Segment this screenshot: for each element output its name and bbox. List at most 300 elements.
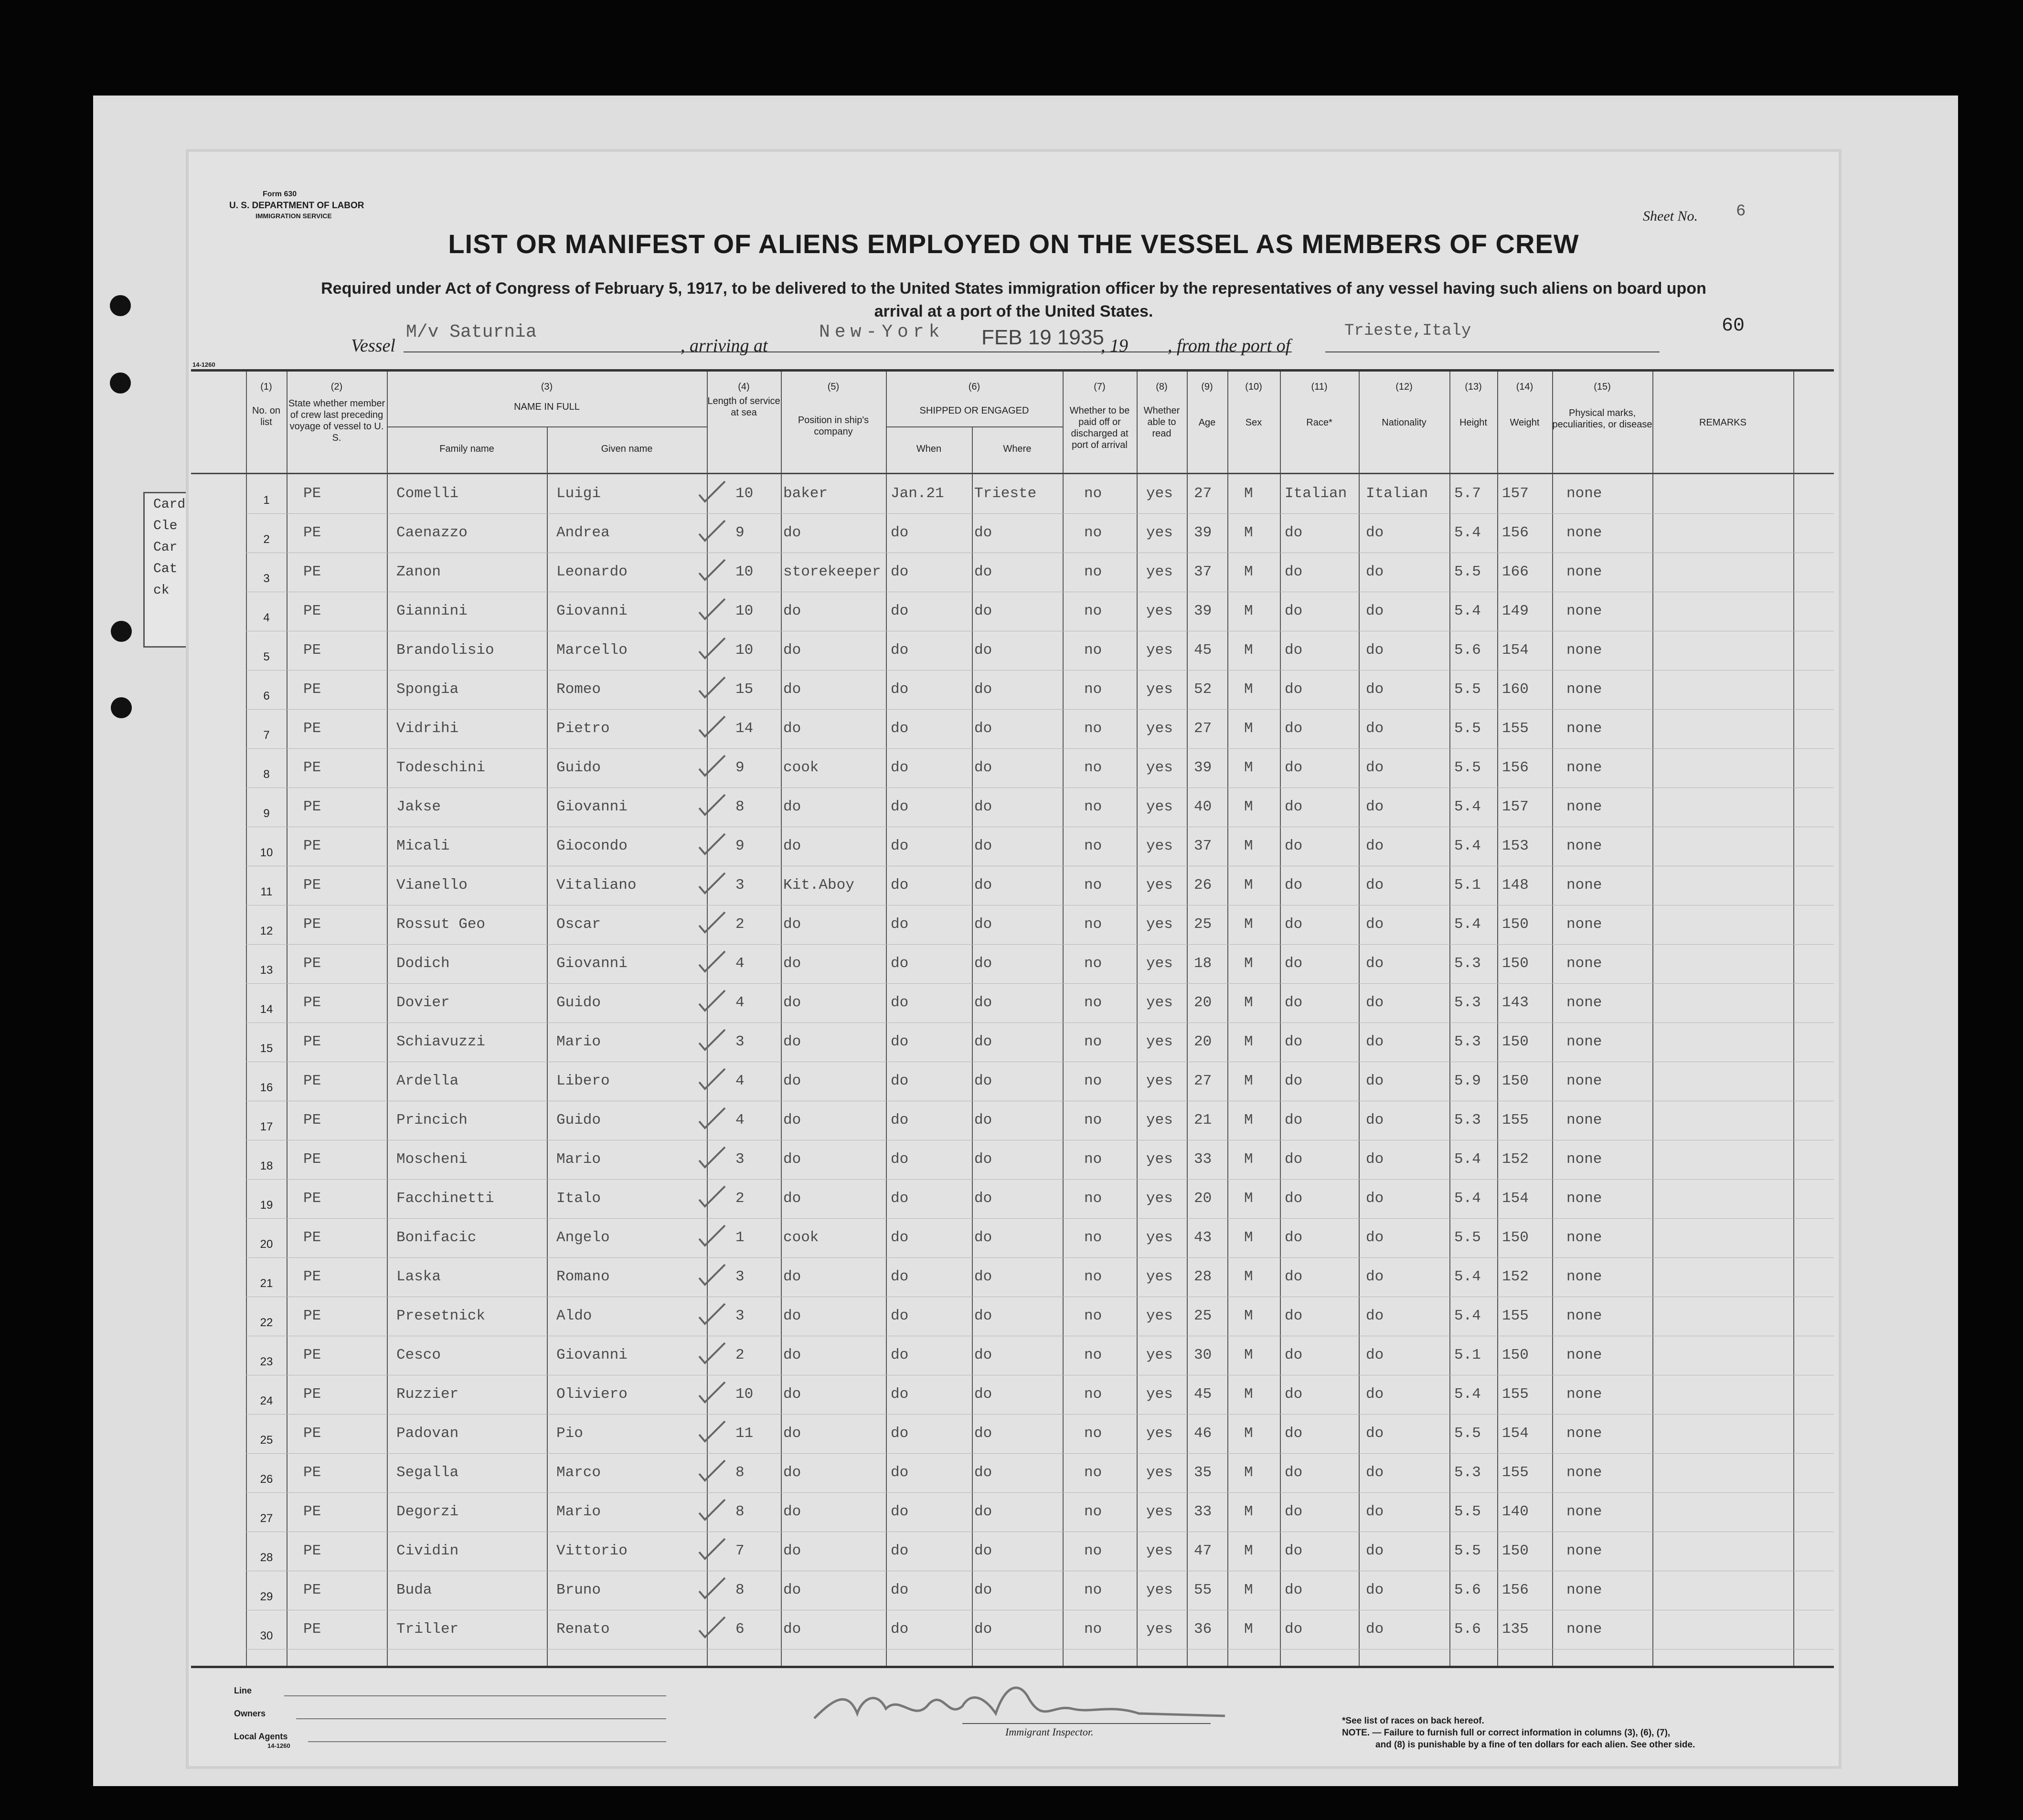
able-to-read-cell: yes: [1146, 759, 1173, 776]
physical-marks-cell: none: [1566, 798, 1602, 815]
height-cell: 5.3: [1454, 1112, 1481, 1128]
age-cell: 35: [1194, 1464, 1212, 1481]
col-num-10: (10): [1245, 382, 1262, 392]
age-cell: 37: [1194, 564, 1212, 580]
physical-marks-cell: none: [1566, 1308, 1602, 1324]
row-number: 30: [260, 1629, 273, 1642]
row-number: 22: [260, 1316, 273, 1329]
shipped-where-cell: do: [974, 681, 992, 698]
position-cell: do: [783, 1386, 801, 1403]
service-length-cell: 10: [735, 1386, 754, 1403]
penalty-note: NOTE. — Failure to furnish full or correct information in columns (3), (6), (7),: [1342, 1728, 1671, 1738]
manifest-count: 60: [1722, 315, 1745, 337]
shipped-when-cell: do: [891, 1386, 909, 1403]
service-length-cell: 8: [735, 798, 745, 815]
weight-cell: 160: [1502, 681, 1529, 698]
able-to-read-cell: yes: [1146, 838, 1173, 854]
able-to-read-cell: yes: [1146, 485, 1173, 502]
sex-cell: M: [1244, 720, 1253, 737]
table-row: [191, 516, 1834, 553]
table-row: [191, 633, 1834, 671]
state-cell: PE: [303, 1308, 321, 1324]
check-mark: [697, 1576, 726, 1600]
col-header-position: Position in ship's company: [798, 415, 869, 437]
sex-cell: M: [1244, 1386, 1253, 1403]
physical-marks-cell: none: [1566, 1268, 1602, 1285]
state-cell: PE: [303, 916, 321, 933]
nationality-cell: do: [1366, 642, 1384, 659]
shipped-when-cell: do: [891, 1503, 909, 1520]
service-length-cell: 4: [735, 994, 745, 1011]
table-row: [191, 751, 1834, 788]
col-header-nationality: Nationality: [1382, 417, 1427, 428]
sex-cell: M: [1244, 1151, 1253, 1168]
age-cell: 36: [1194, 1621, 1212, 1638]
col-header-race: Race*: [1306, 417, 1332, 428]
age-cell: 45: [1194, 642, 1212, 659]
family-name-cell: Comelli: [396, 485, 459, 502]
position-cell: do: [783, 642, 801, 659]
race-cell: do: [1285, 1073, 1303, 1089]
binder-hole: [110, 295, 131, 316]
col-num-8: (8): [1156, 382, 1168, 392]
binder-hole: [110, 373, 131, 394]
table-row: [191, 829, 1834, 866]
shipped-where-cell: do: [974, 1308, 992, 1324]
col-num-5: (5): [827, 382, 840, 392]
row-number: 20: [260, 1238, 273, 1251]
shipped-when-cell: do: [891, 1308, 909, 1324]
check-mark: [697, 714, 726, 738]
height-cell: 5.5: [1454, 759, 1481, 776]
given-name-cell: Libero: [556, 1073, 610, 1089]
physical-marks-cell: none: [1566, 1543, 1602, 1559]
sex-cell: M: [1244, 681, 1253, 698]
nationality-cell: do: [1366, 955, 1384, 972]
position-cell: do: [783, 1464, 801, 1481]
row-number: 23: [260, 1355, 273, 1368]
age-cell: 37: [1194, 838, 1212, 854]
shipped-where-cell: do: [974, 720, 992, 737]
sex-cell: M: [1244, 1229, 1253, 1246]
shipped-where-cell: do: [974, 1347, 992, 1363]
arriving-port: New-York: [819, 322, 945, 342]
age-cell: 20: [1194, 994, 1212, 1011]
age-cell: 21: [1194, 1112, 1212, 1128]
nationality-cell: do: [1366, 1229, 1384, 1246]
nationality-cell: do: [1366, 1151, 1384, 1168]
shipped-where-cell: do: [974, 955, 992, 972]
nationality-cell: do: [1366, 1347, 1384, 1363]
family-name-cell: Princich: [396, 1112, 468, 1128]
row-number: 4: [263, 611, 270, 624]
shipped-when-cell: do: [891, 1621, 909, 1638]
row-number: 14: [260, 1003, 273, 1016]
sex-cell: M: [1244, 1425, 1253, 1442]
paid-off-cell: no: [1084, 681, 1102, 698]
nationality-cell: do: [1366, 564, 1384, 580]
service-length-cell: 11: [735, 1425, 754, 1442]
given-name-cell: Vitaliano: [556, 877, 637, 894]
weight-cell: 155: [1502, 720, 1529, 737]
weight-cell: 135: [1502, 1621, 1529, 1638]
row-number: 24: [260, 1394, 273, 1407]
age-cell: 20: [1194, 1033, 1212, 1050]
given-name-cell: Pio: [556, 1425, 583, 1442]
shipped-when-cell: do: [891, 1073, 909, 1089]
race-cell: do: [1285, 1033, 1303, 1050]
family-name-cell: Micali: [396, 838, 450, 854]
family-name-cell: Padovan: [396, 1425, 459, 1442]
state-cell: PE: [303, 1582, 321, 1598]
family-name-cell: Dovier: [396, 994, 450, 1011]
check-mark: [697, 479, 726, 503]
race-cell: do: [1285, 1621, 1303, 1638]
family-name-cell: Giannini: [396, 603, 468, 619]
age-cell: 27: [1194, 720, 1212, 737]
given-name-cell: Italo: [556, 1190, 601, 1207]
stub-line: Cat: [153, 562, 178, 576]
position-cell: do: [783, 1190, 801, 1207]
stub-line: Car: [153, 540, 178, 555]
sex-cell: M: [1244, 564, 1253, 580]
given-name-cell: Pietro: [556, 720, 610, 737]
service-length-cell: 3: [735, 1308, 745, 1324]
family-name-cell: Vianello: [396, 877, 468, 894]
paid-off-cell: no: [1084, 1503, 1102, 1520]
nationality-cell: do: [1366, 1503, 1384, 1520]
race-cell: do: [1285, 1112, 1303, 1128]
col-header-given-name: Given name: [601, 444, 653, 454]
paid-off-cell: no: [1084, 1190, 1102, 1207]
paid-off-cell: no: [1084, 1425, 1102, 1442]
family-name-cell: Bonifacic: [396, 1229, 477, 1246]
given-name-cell: Oliviero: [556, 1386, 628, 1403]
age-cell: 45: [1194, 1386, 1212, 1403]
weight-cell: 140: [1502, 1503, 1529, 1520]
family-name-cell: Moscheni: [396, 1151, 468, 1168]
shipped-when-cell: do: [891, 1464, 909, 1481]
able-to-read-cell: yes: [1146, 1347, 1173, 1363]
state-cell: PE: [303, 485, 321, 502]
able-to-read-cell: yes: [1146, 603, 1173, 619]
from-port: Trieste,Italy: [1344, 322, 1471, 340]
state-cell: PE: [303, 1425, 321, 1442]
service-length-cell: 1: [735, 1229, 745, 1246]
weight-cell: 150: [1502, 955, 1529, 972]
shipped-when-cell: do: [891, 1112, 909, 1128]
shipped-where-cell: do: [974, 524, 992, 541]
physical-marks-cell: none: [1566, 564, 1602, 580]
table-row: [191, 1377, 1834, 1415]
weight-cell: 156: [1502, 759, 1529, 776]
row-number: 3: [263, 572, 270, 585]
weight-cell: 153: [1502, 838, 1529, 854]
shipped-where-cell: do: [974, 1621, 992, 1638]
age-cell: 39: [1194, 603, 1212, 619]
position-cell: do: [783, 1582, 801, 1598]
row-number: 1: [263, 494, 270, 507]
col-num-14: (14): [1516, 382, 1533, 392]
given-name-cell: Leonardo: [556, 564, 628, 580]
shipped-when-cell: do: [891, 564, 909, 580]
given-name-cell: Luigi: [556, 485, 601, 502]
race-cell: do: [1285, 1582, 1303, 1598]
owners-label: Owners: [234, 1709, 266, 1718]
binder-hole: [111, 621, 132, 642]
shipped-where-cell: do: [974, 994, 992, 1011]
state-cell: PE: [303, 1229, 321, 1246]
row-number: 17: [260, 1120, 273, 1133]
check-mark: [697, 1419, 726, 1443]
state-cell: PE: [303, 877, 321, 894]
position-cell: do: [783, 838, 801, 854]
able-to-read-cell: yes: [1146, 1033, 1173, 1050]
shipped-where-cell: do: [974, 642, 992, 659]
row-number: 25: [260, 1434, 273, 1447]
able-to-read-cell: yes: [1146, 916, 1173, 933]
able-to-read-cell: yes: [1146, 1151, 1173, 1168]
sex-cell: M: [1244, 1347, 1253, 1363]
paid-off-cell: no: [1084, 916, 1102, 933]
shipped-when-cell: do: [891, 1151, 909, 1168]
col-header-sex: Sex: [1245, 417, 1262, 428]
state-cell: PE: [303, 1621, 321, 1638]
able-to-read-cell: yes: [1146, 1621, 1173, 1638]
col-num-3: (3): [541, 382, 553, 392]
physical-marks-cell: none: [1566, 1386, 1602, 1403]
col-header-family-name: Family name: [439, 444, 494, 454]
sex-cell: M: [1244, 485, 1253, 502]
physical-marks-cell: none: [1566, 916, 1602, 933]
given-name-cell: Marco: [556, 1464, 601, 1481]
service-length-cell: 2: [735, 1190, 745, 1207]
shipped-where-cell: Trieste: [974, 485, 1037, 502]
paid-off-cell: no: [1084, 838, 1102, 854]
physical-marks-cell: none: [1566, 877, 1602, 894]
physical-marks-cell: none: [1566, 1464, 1602, 1481]
table-row: [191, 1181, 1834, 1219]
col-header-no-on-list: No. on list: [252, 405, 280, 427]
physical-marks-cell: none: [1566, 603, 1602, 619]
age-cell: 30: [1194, 1347, 1212, 1363]
given-name-cell: Andrea: [556, 524, 610, 541]
table-row: [191, 1025, 1834, 1062]
row-number: 8: [263, 768, 270, 781]
check-mark: [697, 1615, 726, 1639]
physical-marks-cell: none: [1566, 1503, 1602, 1520]
weight-cell: 155: [1502, 1386, 1529, 1403]
age-cell: 28: [1194, 1268, 1212, 1285]
height-cell: 5.1: [1454, 1347, 1481, 1363]
given-name-cell: Angelo: [556, 1229, 610, 1246]
check-mark: [697, 1263, 726, 1287]
age-cell: 18: [1194, 955, 1212, 972]
race-cell: do: [1285, 1503, 1303, 1520]
shipped-when-cell: do: [891, 1229, 909, 1246]
col-header-state: State whether member of crew last preceding voyage of vessel to U. S.: [288, 398, 385, 443]
race-cell: Italian: [1285, 485, 1347, 502]
check-mark: [697, 910, 726, 934]
age-cell: 33: [1194, 1151, 1212, 1168]
height-cell: 5.5: [1454, 1503, 1481, 1520]
state-cell: PE: [303, 1190, 321, 1207]
race-cell: do: [1285, 564, 1303, 580]
given-name-cell: Mario: [556, 1503, 601, 1520]
shipped-when-cell: Jan.21: [891, 485, 944, 502]
height-cell: 5.6: [1454, 1582, 1481, 1598]
race-cell: do: [1285, 877, 1303, 894]
position-cell: do: [783, 1621, 801, 1638]
paid-off-cell: no: [1084, 1464, 1102, 1481]
family-name-cell: Caenazzo: [396, 524, 468, 541]
shipped-when-cell: do: [891, 916, 909, 933]
row-number: 10: [260, 846, 273, 859]
race-cell: do: [1285, 1543, 1303, 1559]
family-name-cell: Cividin: [396, 1543, 459, 1559]
age-cell: 39: [1194, 759, 1212, 776]
weight-cell: 150: [1502, 1033, 1529, 1050]
check-mark: [697, 1145, 726, 1169]
nationality-cell: do: [1366, 1308, 1384, 1324]
shipped-where-cell: do: [974, 603, 992, 619]
from-port-underline: [1325, 351, 1660, 352]
physical-marks-cell: none: [1566, 524, 1602, 541]
shipped-where-cell: do: [974, 877, 992, 894]
state-cell: PE: [303, 759, 321, 776]
row-number: 21: [260, 1277, 273, 1290]
crew-table: [191, 369, 1834, 1668]
family-name-cell: Vidrihi: [396, 720, 459, 737]
race-cell: do: [1285, 1151, 1303, 1168]
table-row: [191, 712, 1834, 749]
weight-cell: 154: [1502, 1425, 1529, 1442]
paid-off-cell: no: [1084, 877, 1102, 894]
shipped-where-cell: do: [974, 1543, 992, 1559]
age-cell: 55: [1194, 1582, 1212, 1598]
col-header-where: Where: [1003, 444, 1032, 454]
state-cell: PE: [303, 564, 321, 580]
weight-cell: 149: [1502, 603, 1529, 619]
height-cell: 5.4: [1454, 1386, 1481, 1403]
physical-marks-cell: none: [1566, 838, 1602, 854]
state-cell: PE: [303, 994, 321, 1011]
state-cell: PE: [303, 720, 321, 737]
race-cell: do: [1285, 798, 1303, 815]
sex-cell: M: [1244, 1073, 1253, 1089]
weight-cell: 166: [1502, 564, 1529, 580]
table-row: [191, 594, 1834, 631]
age-cell: 20: [1194, 1190, 1212, 1207]
shipped-where-cell: do: [974, 1033, 992, 1050]
paid-off-cell: no: [1084, 1347, 1102, 1363]
race-cell: do: [1285, 838, 1303, 854]
row-number: 2: [263, 533, 270, 546]
paid-off-cell: no: [1084, 524, 1102, 541]
given-name-cell: Giovanni: [556, 955, 628, 972]
physical-marks-cell: none: [1566, 1621, 1602, 1638]
paid-off-cell: no: [1084, 955, 1102, 972]
nationality-cell: do: [1366, 1464, 1384, 1481]
row-number: 9: [263, 807, 270, 820]
weight-cell: 156: [1502, 524, 1529, 541]
row-number: 13: [260, 964, 273, 977]
shipped-where-cell: do: [974, 1229, 992, 1246]
sex-cell: M: [1244, 1582, 1253, 1598]
height-cell: 5.7: [1454, 485, 1481, 502]
table-row: [191, 986, 1834, 1023]
table-row: [191, 868, 1834, 905]
able-to-read-cell: yes: [1146, 1503, 1173, 1520]
row-number: 7: [263, 729, 270, 742]
given-name-cell: Marcello: [556, 642, 628, 659]
weight-cell: 152: [1502, 1268, 1529, 1285]
col-header-length-of-service: Length of service at sea: [707, 396, 780, 418]
weight-cell: 150: [1502, 1543, 1529, 1559]
service-length-cell: 4: [735, 1073, 745, 1089]
paid-off-cell: no: [1084, 1582, 1102, 1598]
check-mark: [697, 989, 726, 1012]
col-header-able-to-read: Whether able to read: [1143, 405, 1180, 439]
nationality-cell: Italian: [1366, 485, 1428, 502]
family-name-cell: Facchinetti: [396, 1190, 494, 1207]
paid-off-cell: no: [1084, 1268, 1102, 1285]
nationality-cell: do: [1366, 1112, 1384, 1128]
height-cell: 5.9: [1454, 1073, 1481, 1089]
age-cell: 47: [1194, 1543, 1212, 1559]
weight-cell: 150: [1502, 1229, 1529, 1246]
age-cell: 52: [1194, 681, 1212, 698]
shipped-where-cell: do: [974, 1425, 992, 1442]
position-cell: do: [783, 798, 801, 815]
height-cell: 5.3: [1454, 955, 1481, 972]
family-name-cell: Jakse: [396, 798, 441, 815]
family-name-cell: Triller: [396, 1621, 459, 1638]
stub-line: ck: [153, 583, 170, 598]
nationality-cell: do: [1366, 1268, 1384, 1285]
col-num-12: (12): [1395, 382, 1413, 392]
col-header-age: Age: [1198, 417, 1216, 428]
family-name-cell: Ardella: [396, 1073, 459, 1089]
family-name-cell: Dodich: [396, 955, 450, 972]
service-length-cell: 10: [735, 603, 754, 619]
col-num-6: (6): [968, 382, 980, 392]
physical-marks-cell: none: [1566, 642, 1602, 659]
able-to-read-cell: yes: [1146, 955, 1173, 972]
position-cell: do: [783, 1268, 801, 1285]
paid-off-cell: no: [1084, 759, 1102, 776]
position-cell: baker: [783, 485, 828, 502]
paid-off-cell: no: [1084, 798, 1102, 815]
weight-cell: 150: [1502, 1347, 1529, 1363]
table-row: [191, 555, 1834, 592]
col-header-weight: Weight: [1510, 417, 1540, 428]
weight-cell: 143: [1502, 994, 1529, 1011]
state-cell: PE: [303, 1073, 321, 1089]
age-cell: 46: [1194, 1425, 1212, 1442]
position-cell: Kit.Aboy: [783, 877, 854, 894]
check-mark: [697, 1028, 726, 1052]
col-num-11: (11): [1311, 382, 1328, 392]
sex-cell: M: [1244, 916, 1253, 933]
sex-cell: M: [1244, 838, 1253, 854]
race-cell: do: [1285, 1190, 1303, 1207]
service-length-cell: 10: [735, 642, 754, 659]
height-cell: 5.5: [1454, 1543, 1481, 1559]
able-to-read-cell: yes: [1146, 1073, 1173, 1089]
height-cell: 5.5: [1454, 681, 1481, 698]
service-length-cell: 15: [735, 681, 754, 698]
